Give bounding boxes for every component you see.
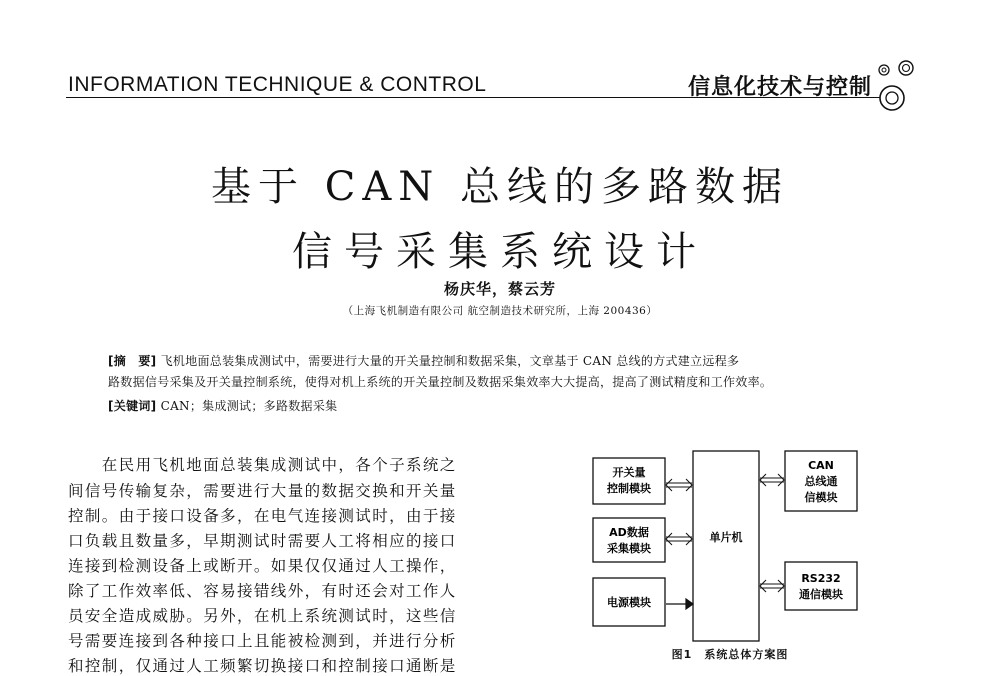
rs232-label-1: RS232 [801, 572, 841, 585]
switch-control-block [593, 458, 665, 504]
body-line: 号需要连接到各种接口上且能被检测到，并进行分析 [68, 632, 457, 650]
ad-label-2: 采集模块 [607, 542, 651, 555]
header-rule [66, 97, 880, 98]
abstract-label: [摘 要] [108, 354, 157, 368]
mcu-label: 单片机 [709, 531, 743, 544]
journal-column-chinese: 信息化技术与控制 [688, 75, 873, 100]
can-label-2: 总线通 [804, 475, 838, 488]
rs232-label-2: 通信模块 [799, 588, 843, 601]
keywords-label: [关键词] [108, 399, 157, 413]
keywords-line [108, 397, 337, 415]
paper-title-line-2: 信号采集系统设计 [292, 229, 708, 275]
decorative-circles-icon [872, 58, 928, 116]
can-label-3: 信模块 [804, 491, 838, 504]
arrow-mcu-can [760, 474, 784, 486]
switch-label-2: 控制模块 [607, 482, 651, 495]
arrow-switch-mcu [666, 479, 692, 491]
abstract-line-1 [108, 352, 739, 370]
body-line: 在民用飞机地面总装集成测试中，各个子系统之 [68, 456, 457, 474]
ad-acquisition-block [593, 518, 665, 562]
body-line: 员安全造成威胁。另外，在机上系统测试时，这些信 [68, 607, 457, 625]
switch-label-1: 开关量 [612, 466, 646, 479]
arrow-ad-mcu [666, 533, 692, 545]
paper-title-line-1: 基于 CAN 总线的多路数据 [211, 164, 789, 210]
body-line: 口负载且数量多，早期测试时需要人工将相应的接口 [68, 532, 457, 550]
body-line: 和控制，仅通过人工频繁切换接口和控制接口通断是 [68, 657, 457, 675]
body-line: 控制。由于接口设备多，在电气连接测试时，由于接 [68, 507, 457, 525]
can-label-1: CAN [808, 459, 834, 472]
arrow-mcu-rs232 [760, 580, 784, 592]
system-block-diagram [580, 438, 880, 643]
abstract-line-2: 路数据信号采集及开关量控制系统，使得对机上系统的开关量控制及数据采集效率大大提高，提高了测试精度和工作效率。 [108, 375, 773, 389]
body-line: 连接到检测设备上或断开。如果仅仅通过人工操作， [68, 557, 457, 575]
arrow-power-mcu [686, 599, 693, 609]
mcu-block [693, 451, 759, 641]
journal-name-english: INFORMATION TECHNIQUE & CONTROL [68, 73, 487, 96]
authors: 杨庆华，蔡云芳 [443, 280, 556, 298]
keywords-text: CAN；集成测试；多路数据采集 [160, 399, 338, 413]
abstract-text-1: 飞机地面总装集成测试中，需要进行大量的开关量控制和数据采集，文章基于 CAN 总线的方式建立远程多 [160, 354, 740, 368]
power-label: 电源模块 [607, 596, 651, 609]
body-line: 除了工作效率低、容易接错线外，有时还会对工作人 [68, 582, 457, 600]
figure-caption: 图1 系统总体方案图 [671, 648, 789, 661]
rs232-block [785, 562, 857, 610]
body-line: 间信号传输复杂，需要进行大量的数据交换和开关量 [68, 482, 457, 500]
ad-label-1: AD数据 [609, 526, 649, 539]
affiliation: （上海飞机制造有限公司 航空制造技术研究所，上海 200436） [342, 305, 658, 317]
